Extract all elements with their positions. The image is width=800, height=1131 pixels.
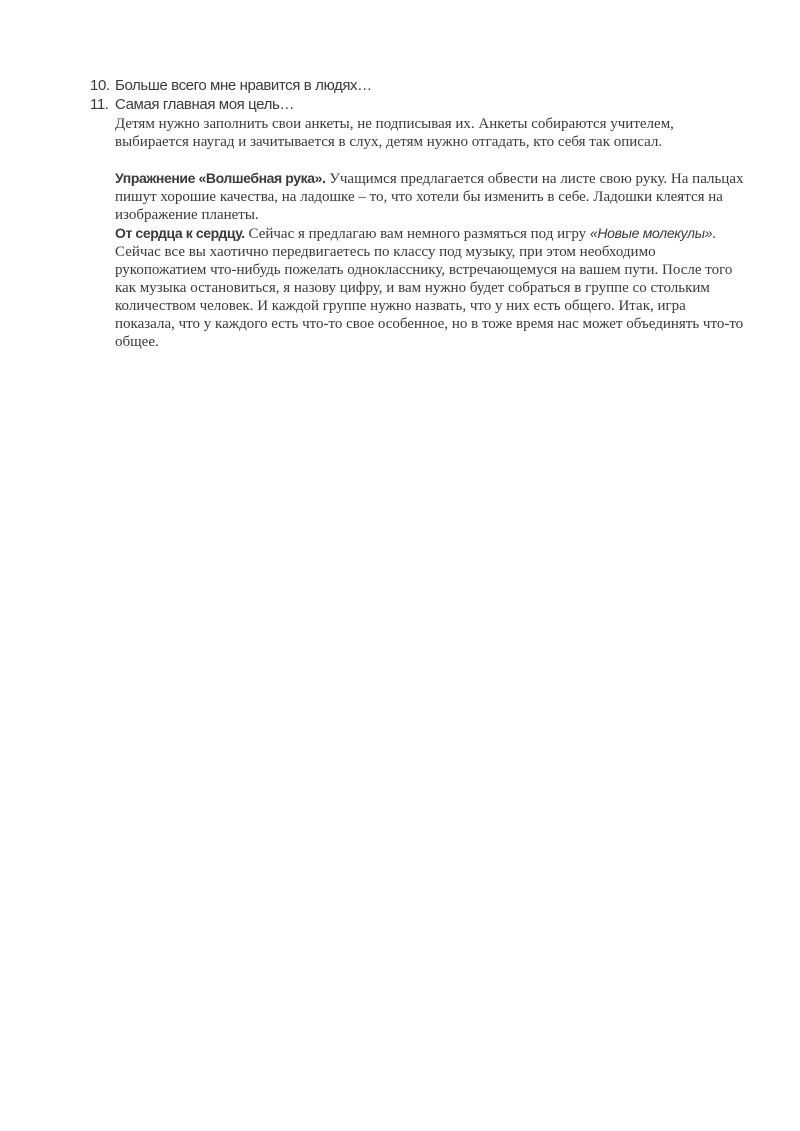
paragraph-spacer [115, 151, 745, 169]
exercise-magic-hand-paragraph [115, 169, 745, 224]
list-item-text: Больше всего мне нравится в людях… [115, 77, 372, 94]
list-item-text: Самая главная моя цель… [115, 96, 294, 113]
exercise-heart-to-heart-text-before: Сейчас я предлагаю вам немного размяться под игру [244, 226, 590, 242]
numbered-list [90, 76, 750, 114]
exercise-magic-hand-title: Упражнение «Волшебная рука». [115, 170, 326, 186]
questionnaire-paragraph: Детям нужно заполнить свои анкеты, не подписывая их. Анкеты собираются учителем, выбирается наугад и зачитывается в слух, детям нужно отгадать, кто себя так описал. [115, 116, 674, 150]
exercise-heart-to-heart-text-after: . Сейчас все вы хаотично передвигаетесь по классу под музыку, при этом необходимо рукопожатием что-нибудь пожелать однокласснику, встречающемуся на вашем пути. После того как музыка остановиться, я назову цифру, и вам нужно будет собраться в группе со стольким количеством человек. И каждой группе нужно назвать, что у них есть общего. Итак, игра показала, что у каждого есть что-то свое особенное, но в тоже время нас может объединять что-то общее. [115, 226, 744, 350]
exercise-heart-to-heart-title: От сердца к сердцу. [115, 225, 245, 241]
list-item-number: 10. [90, 77, 110, 94]
exercise-magic-hand-text: Учащимся предлагается обвести на листе свою руку. На пальцах пишут хорошие качества, на ладошке – то, что хотели бы изменить в себе. Ладошки клеятся на изображение планеты. [115, 171, 744, 223]
game-name: «Новые молекулы» [589, 225, 713, 241]
list-item [90, 95, 750, 114]
list-item [90, 76, 750, 95]
list-item-number: 11. [90, 96, 109, 113]
exercise-heart-to-heart-paragraph [115, 224, 745, 351]
body-text [115, 115, 745, 351]
